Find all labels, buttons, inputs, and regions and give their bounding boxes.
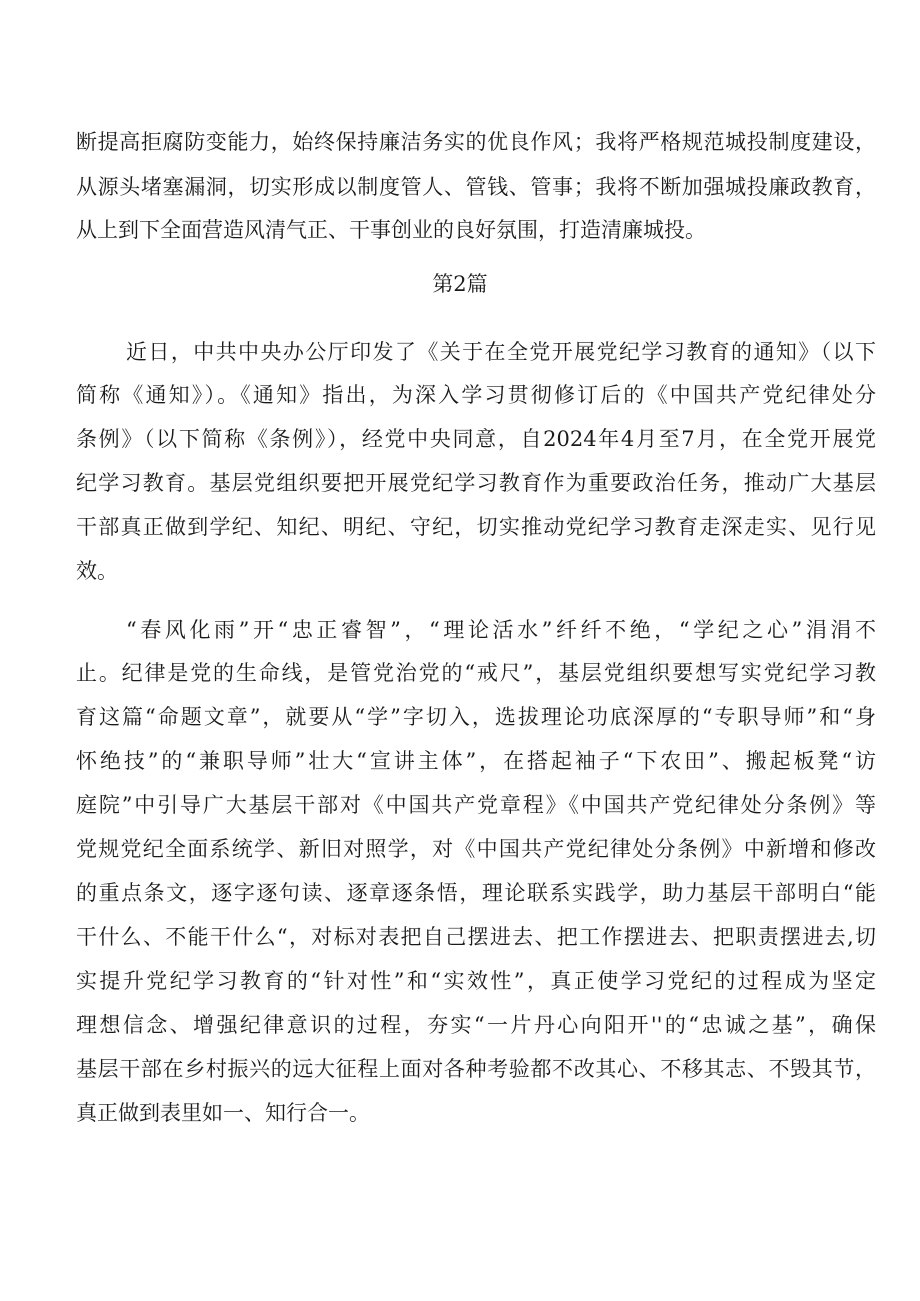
text-line: 干部真正做到学纪、知纪、明纪、守纪，切实推动党纪学习教育走深走实、见行见 (76, 515, 876, 539)
text-line: 庭院”中引导广大基层干部对《中国共产党章程》《中国共产党纪律处分条例》等 (76, 793, 876, 817)
text-line: “春风化雨”开“忠正睿智”，“理论活水”纤纤不绝，“学纪之心”涓涓不 (126, 618, 876, 642)
text-line: 理想信念、增强纪律意识的过程，夯实“一片丹心向阳开''的“忠诚之基”，确保 (76, 1013, 876, 1037)
text-line: 从源头堵塞漏洞，切实形成以制度管人、管钱、管事；我将不断加强城投廉政教育， (76, 175, 876, 199)
text-line: 育这篇“命题文章”，就要从“学”字切入，选拔理论功底深厚的“专职导师”和“身 (76, 705, 876, 729)
text-line: 党规党纪全面系统学、新旧对照学，对《中国共产党纪律处分条例》中新增和修改 (76, 837, 876, 861)
text-line: 断提高拒腐防变能力，始终保持廉洁务实的优良作风；我将严格规范城投制度建设， (76, 130, 876, 154)
text-line: 简称《通知》）。《通知》指出，为深入学习贯彻修订后的《中国共产党纪律处分 (76, 383, 876, 407)
text-line: 近日，中共中央办公厅印发了《关于在全党开展党纪学习教育的通知》（以下 (126, 340, 876, 364)
text-line: 干什么、不能干什么“，对标对表把自己摆进去、把工作摆进去、把职责摆进去,切 (76, 925, 876, 949)
text-line: 真正做到表里如一、知行合一。 (76, 1101, 370, 1125)
text-line: 条例》（以下简称《条例》），经党中央同意，自2024年4月至7月，在全党开展党 (76, 427, 876, 451)
text-line: 纪学习教育。基层党组织要把开展党纪学习教育作为重要政治任务，推动广大基层 (76, 471, 876, 495)
text-line: 效。 (76, 559, 118, 583)
section-heading: 第2篇 (432, 272, 488, 296)
text-line: 止。纪律是党的生命线，是管党治党的“戒尺”，基层党组织要想写实党纪学习教 (76, 661, 876, 685)
text-line: 怀绝技”的“兼职导师”壮大“宣讲主体”，在搭起袖子“下农田”、搬起板凳“访 (76, 749, 876, 773)
text-line: 的重点条文，逐字逐句读、逐章逐条悟，理论联系实践学，助力基层干部明白“能 (76, 881, 876, 905)
text-line: 基层干部在乡村振兴的远大征程上面对各种考验都不改其心、不移其志、不毁其节， (76, 1057, 876, 1081)
text-line: 实提升党纪学习教育的“针对性”和“实效性”，真正使学习党纪的过程成为坚定 (76, 969, 876, 993)
text-line: 从上到下全面营造风清气正、干事创业的良好氛围，打造清廉城投。 (76, 218, 706, 242)
